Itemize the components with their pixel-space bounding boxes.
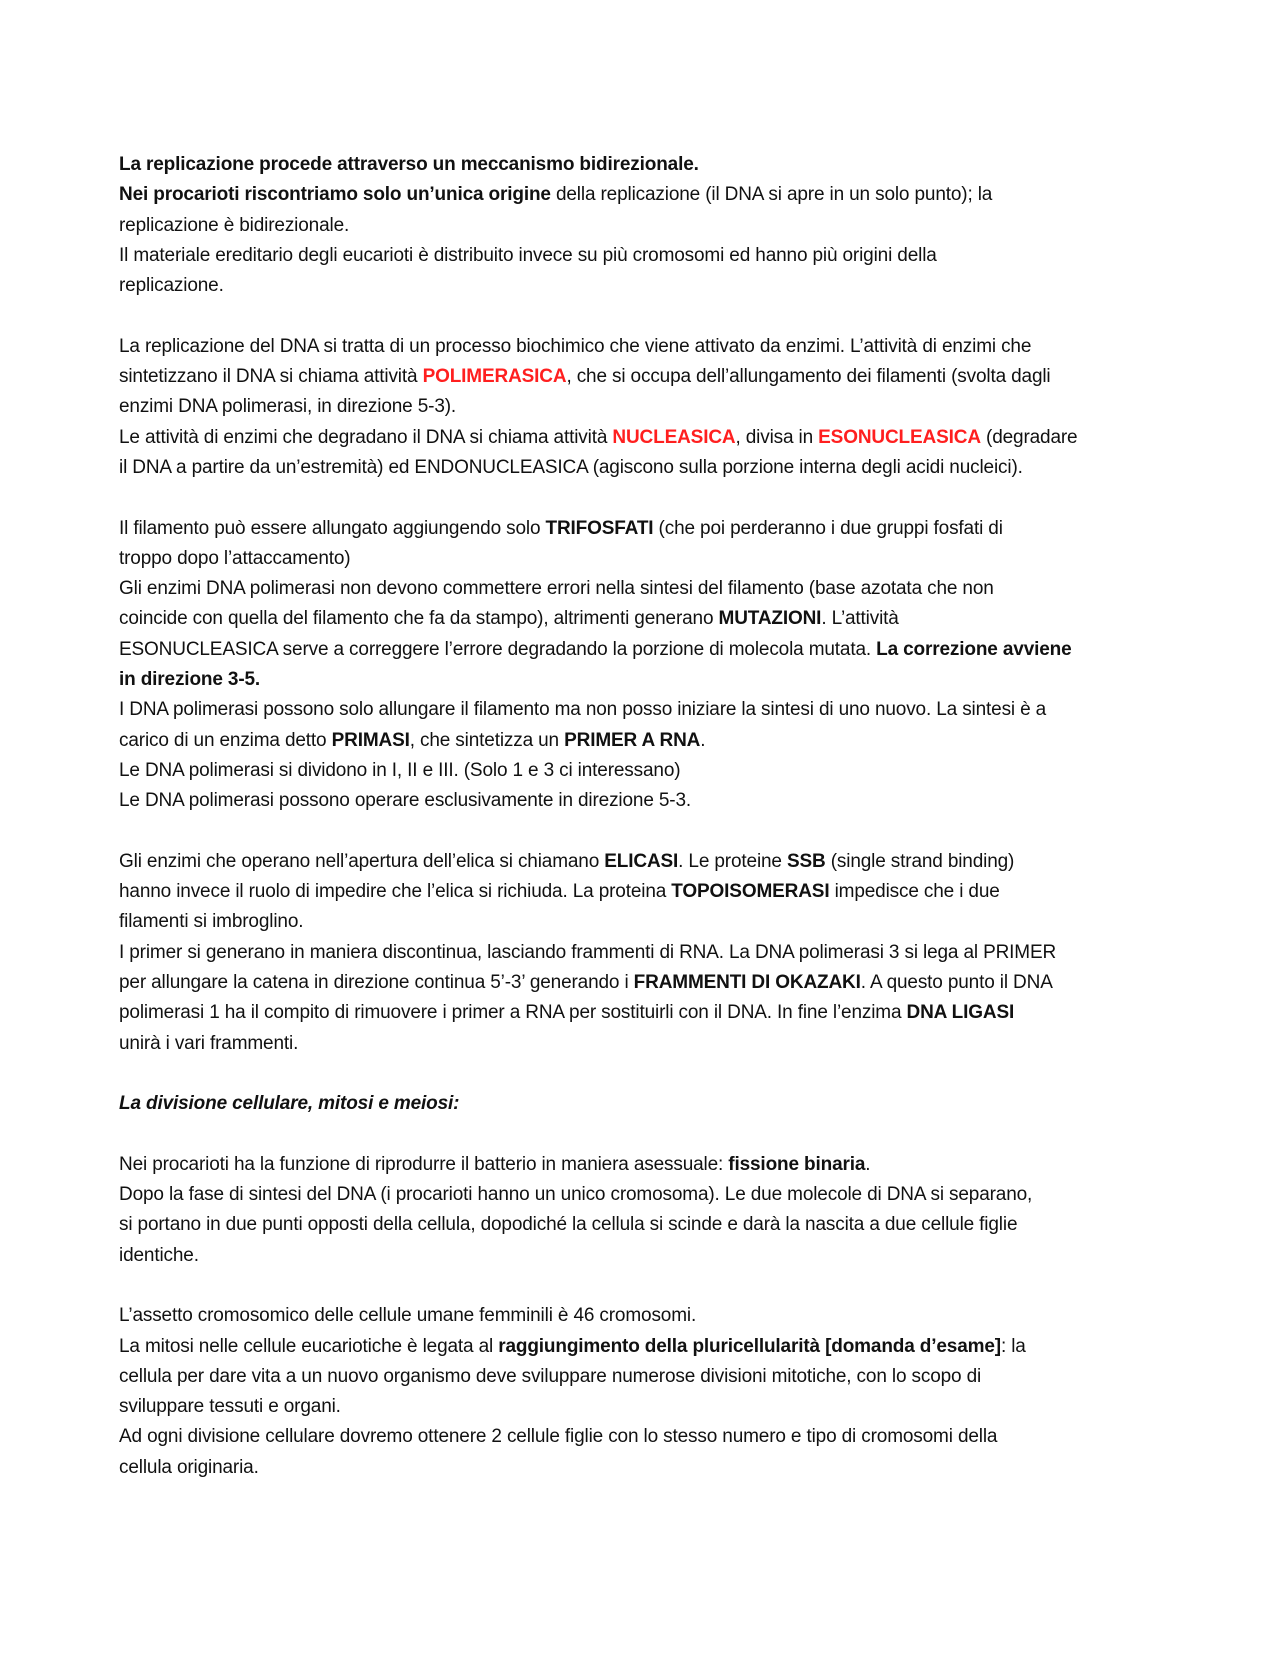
bold-text: TOPOISOMERASI xyxy=(671,881,830,903)
text-span: . L’attività xyxy=(821,608,899,630)
text-span: per allungare la catena in direzione continua 5’-3’ generando i xyxy=(119,972,634,994)
text-span: . Le proteine xyxy=(678,850,787,872)
text-span: Nei procarioti ha la funzione di riprodurre il batterio in maniera asessuale: xyxy=(119,1153,729,1175)
text-line: Il materiale ereditario degli eucarioti è distribuito invece su più cromosomi ed hanno più origini della xyxy=(119,244,937,266)
bold-text: DNA LIGASI xyxy=(906,1002,1015,1024)
text-span: (single strand binding) xyxy=(825,850,1015,872)
text-span: impedisce che i due xyxy=(829,881,1000,903)
text-line: sviluppare tessuti e organi. xyxy=(119,1396,341,1418)
text-span: polimerasi 1 ha il compito di rimuovere i primer a RNA per sostituirli con il DNA. In fine l’enzima xyxy=(119,1002,907,1024)
text-line: I DNA polimerasi possono solo allungare il filamento ma non posso iniziare la sintesi di uno nuovo. La sintesi è a xyxy=(119,699,1047,721)
text-line xyxy=(119,1150,1169,1180)
text-line: I primer si generano in maniera discontinua, lasciando frammenti di RNA. La DNA polimerasi 3 si lega al PRIMER xyxy=(119,941,1057,963)
bold-text: ELICASI xyxy=(604,850,679,872)
section-heading: La divisione cellulare, mitosi e meiosi: xyxy=(119,1093,460,1115)
paragraph-gap xyxy=(119,1271,1169,1301)
text-span: , divisa in xyxy=(735,426,819,448)
text-line xyxy=(119,514,1169,544)
text-line: Ad ogni divisione cellulare dovremo ottenere 2 cellule figlie con lo stesso numero e tipo di cromosomi della xyxy=(119,1426,998,1448)
text-line xyxy=(119,180,1169,210)
text-line: Dopo la fase di sintesi del DNA (i procarioti hanno un unico cromosoma). Le due molecole di DNA si separano, xyxy=(119,1184,1033,1206)
text-line xyxy=(119,1332,1169,1362)
text-line: Gli enzimi DNA polimerasi non devono commettere errori nella sintesi del filamento (base azotata che non xyxy=(119,578,994,600)
text-line: cellula originaria. xyxy=(119,1456,259,1478)
text-line xyxy=(119,877,1169,907)
text-line: enzimi DNA polimerasi, in direzione 5-3). xyxy=(119,396,457,418)
highlight-nucleasica: NUCLEASICA xyxy=(612,426,736,448)
text-span: . A questo punto il DNA xyxy=(860,972,1053,994)
text-line: unirà i vari frammenti. xyxy=(119,1032,299,1054)
text-span: , che si occupa dell’allungamento dei filamenti (svolta dagli xyxy=(566,366,1051,388)
text-line: in direzione 3-5. xyxy=(119,669,261,691)
text-span: , che sintetizza un xyxy=(409,729,565,751)
text-line: identiche. xyxy=(119,1244,199,1266)
bold-text: raggiungimento della pluricellularità [domanda d’esame] xyxy=(498,1335,1001,1357)
text-line: replicazione è bidirezionale. xyxy=(119,214,350,236)
text-line: Le DNA polimerasi possono operare esclusivamente in direzione 5-3. xyxy=(119,790,692,812)
text-span: Il filamento può essere allungato aggiungendo solo xyxy=(119,517,546,539)
intro-heading-line: La replicazione procede attraverso un meccanismo bidirezionale. xyxy=(119,154,699,175)
text-line: il DNA a partire da un’estremità) ed ENDONUCLEASICA (agiscono sulla porzione interna degli acidi nucleici). xyxy=(119,456,1023,478)
text-span: (che poi perderanno i due gruppi fosfati di xyxy=(653,517,1003,539)
highlight-esonucleasica: ESONUCLEASICA xyxy=(818,426,981,448)
bold-text: Nei procarioti riscontriamo solo un’unica origine xyxy=(119,184,551,206)
text-line xyxy=(119,998,1169,1028)
text-span: hanno invece il ruolo di impedire che l’elica si richiuda. La proteina xyxy=(119,881,672,903)
text-line xyxy=(119,968,1169,998)
text-line xyxy=(119,362,1169,392)
document-page xyxy=(119,150,1169,1483)
text-span: (degradare xyxy=(980,426,1078,448)
text-span: La mitosi nelle cellule eucariotiche è legata al xyxy=(119,1335,499,1357)
text-line: L’assetto cromosomico delle cellule umane femminili è 46 cromosomi. xyxy=(119,1305,697,1327)
bold-text: PRIMER A RNA xyxy=(564,729,701,751)
text-span: : la xyxy=(1000,1335,1026,1357)
text-span: . xyxy=(865,1153,871,1175)
text-line: cellula per dare vita a un nuovo organismo deve sviluppare numerose divisioni mitotiche, con lo scopo di xyxy=(119,1365,982,1387)
text-line: Le DNA polimerasi si dividono in I, II e III. (Solo 1 e 3 ci interessano) xyxy=(119,759,681,781)
bold-text: La correzione avviene xyxy=(876,638,1072,660)
text-line: si portano in due punti opposti della cellula, dopodiché la cellula si scinde e darà la nascita a due cellule figlie xyxy=(119,1214,1018,1236)
highlight-polimerasica: POLIMERASICA xyxy=(422,366,567,388)
bold-text: MUTAZIONI xyxy=(718,608,822,630)
text-line: filamenti si imbroglino. xyxy=(119,911,304,933)
bold-text: FRAMMENTI DI OKAZAKI xyxy=(633,972,861,994)
text-line xyxy=(119,726,1169,756)
text-span: sintetizzano il DNA si chiama attività xyxy=(119,366,423,388)
bold-text: PRIMASI xyxy=(331,729,410,751)
paragraph-gap xyxy=(119,817,1169,847)
text-span: coincide con quella del filamento che fa da stampo), altrimenti generano xyxy=(119,608,719,630)
text-line xyxy=(119,604,1169,634)
text-line: La replicazione del DNA si tratta di un processo biochimico che viene attivato da enzimi. L’attività di enzimi che xyxy=(119,335,1032,357)
text-line: replicazione. xyxy=(119,275,224,297)
paragraph-gap xyxy=(119,1059,1169,1089)
bold-text: fissione binaria xyxy=(728,1153,866,1175)
text-span: della replicazione (il DNA si apre in un solo punto); la xyxy=(550,184,993,206)
paragraph-gap xyxy=(119,1120,1169,1150)
text-line xyxy=(119,635,1169,665)
text-span: Gli enzimi che operano nell’apertura dell’elica si chiamano xyxy=(119,850,605,872)
text-line xyxy=(119,423,1169,453)
text-line xyxy=(119,847,1169,877)
text-span: . xyxy=(700,729,706,751)
bold-text: TRIFOSFATI xyxy=(545,517,654,539)
text-span: Le attività di enzimi che degradano il DNA si chiama attività xyxy=(119,426,613,448)
text-span: ESONUCLEASICA serve a correggere l’errore degradando la porzione di molecola mutata. xyxy=(119,638,877,660)
bold-text: SSB xyxy=(786,850,826,872)
paragraph-gap xyxy=(119,301,1169,331)
paragraph-gap xyxy=(119,483,1169,513)
text-span: carico di un enzima detto xyxy=(119,729,332,751)
text-line: troppo dopo l’attaccamento) xyxy=(119,547,351,569)
